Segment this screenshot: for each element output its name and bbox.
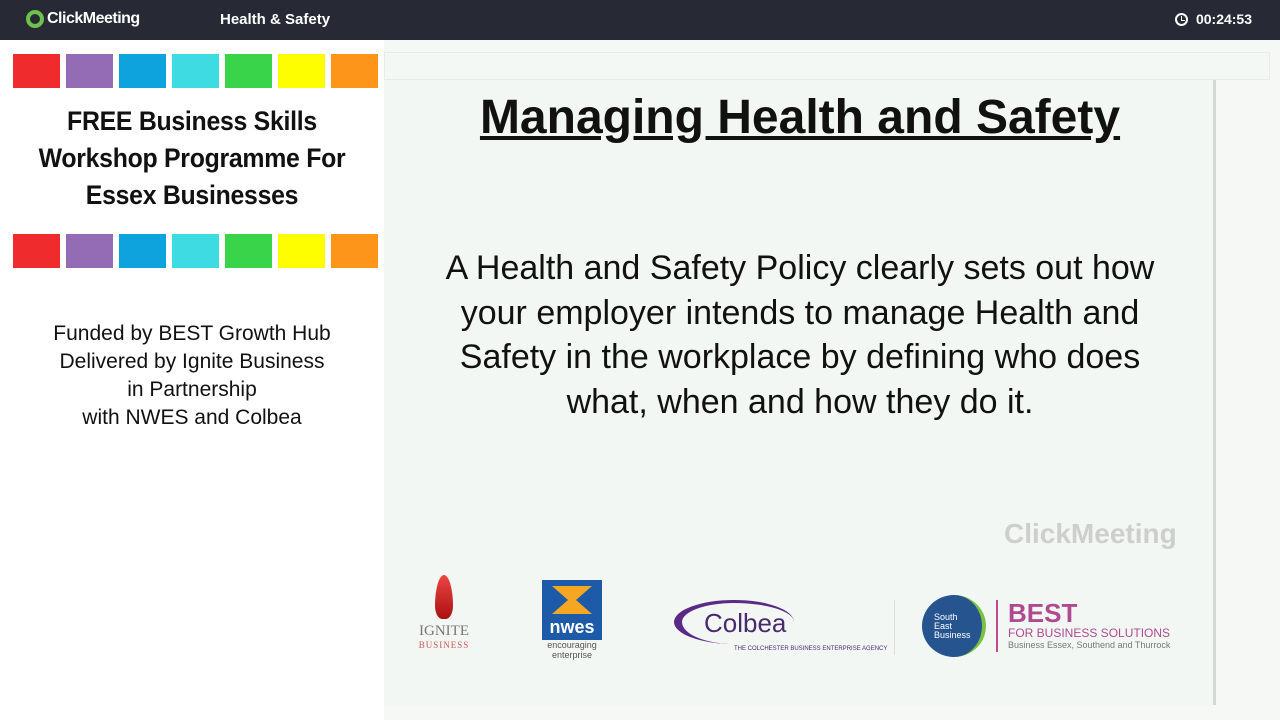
funding-line: Funded by BEST Growth Hub: [53, 322, 331, 345]
divider: [894, 600, 895, 655]
color-swatch: [225, 54, 272, 88]
logo-text: East: [934, 621, 953, 631]
color-swatch: [66, 54, 113, 88]
presentation-stage: [384, 40, 1280, 720]
color-swatch: [331, 234, 378, 268]
funding-text: [0, 320, 384, 432]
logo-text: BEST: [1008, 598, 1078, 628]
heading-line: Workshop Programme For: [38, 143, 346, 173]
top-bar: [0, 0, 1280, 40]
workshop-heading: [15, 103, 368, 214]
logo-text: Business: [934, 630, 971, 640]
timer-value: 00:24:53: [1195, 11, 1252, 27]
color-bar-top: [13, 54, 378, 88]
logo-text: Business Essex, Southend and Thurrock: [1008, 640, 1171, 650]
best-logo: [996, 600, 1170, 652]
logo-text: nwes: [549, 617, 595, 637]
color-swatch: [119, 234, 166, 268]
logo-text: IGNITE: [419, 623, 469, 639]
funding-line: in Partnership: [127, 378, 257, 401]
ignite-logo: [414, 575, 474, 650]
meeting-title: Health & Safety: [220, 11, 331, 28]
nwes-logo: [542, 580, 602, 660]
color-swatch: [278, 54, 325, 88]
slide-body: A Health and Safety Policy clearly sets out how your employer intends to manage Health and Safety in the workplace by defining who does what, when and how they do it.: [445, 249, 1155, 421]
color-swatch: [331, 54, 378, 88]
color-swatch: [119, 54, 166, 88]
heading-line: FREE Business Skills: [67, 106, 317, 136]
logo-text: enterprise: [551, 650, 593, 660]
color-swatch: [172, 54, 219, 88]
info-panel: [0, 40, 384, 720]
color-swatch: [66, 234, 113, 268]
logo-text: THE COLCHESTER BUSINESS ENTERPRISE AGENCY: [734, 646, 888, 652]
color-swatch: [172, 234, 219, 268]
clickmeeting-logo: [26, 10, 140, 28]
slide: [384, 80, 1216, 705]
color-swatch: [278, 234, 325, 268]
logo-text: Colbea: [704, 608, 787, 638]
clickmeeting-watermark: ClickMeeting: [1004, 518, 1177, 549]
slide-toolbar-strip: [384, 52, 1270, 80]
clock-icon: [1175, 13, 1188, 26]
color-swatch: [13, 234, 60, 268]
logo-text: South: [934, 612, 958, 622]
heading-line: Essex Businesses: [85, 180, 299, 210]
nwes-emblem: [542, 580, 602, 640]
logo-text: FOR BUSINESS SOLUTIONS: [1008, 626, 1171, 640]
clickmeeting-logo-icon: [26, 10, 44, 28]
brand-name: ClickMeeting: [47, 10, 140, 27]
color-bar-bottom: [13, 234, 378, 268]
colbea-logo: [674, 600, 894, 650]
flame-icon: [435, 575, 453, 619]
funding-line: Delivered by Ignite Business: [59, 350, 325, 373]
south-east-business-logo: [922, 595, 986, 657]
color-swatch: [13, 54, 60, 88]
partner-logos: [384, 570, 1216, 660]
logo-text: encouraging: [547, 640, 597, 650]
color-swatch: [225, 234, 272, 268]
logo-text: BUSINESS: [418, 640, 470, 650]
funding-line: with NWES and Colbea: [82, 406, 302, 429]
session-timer: [1175, 11, 1252, 27]
slide-title: Managing Health and Safety: [479, 91, 1121, 144]
